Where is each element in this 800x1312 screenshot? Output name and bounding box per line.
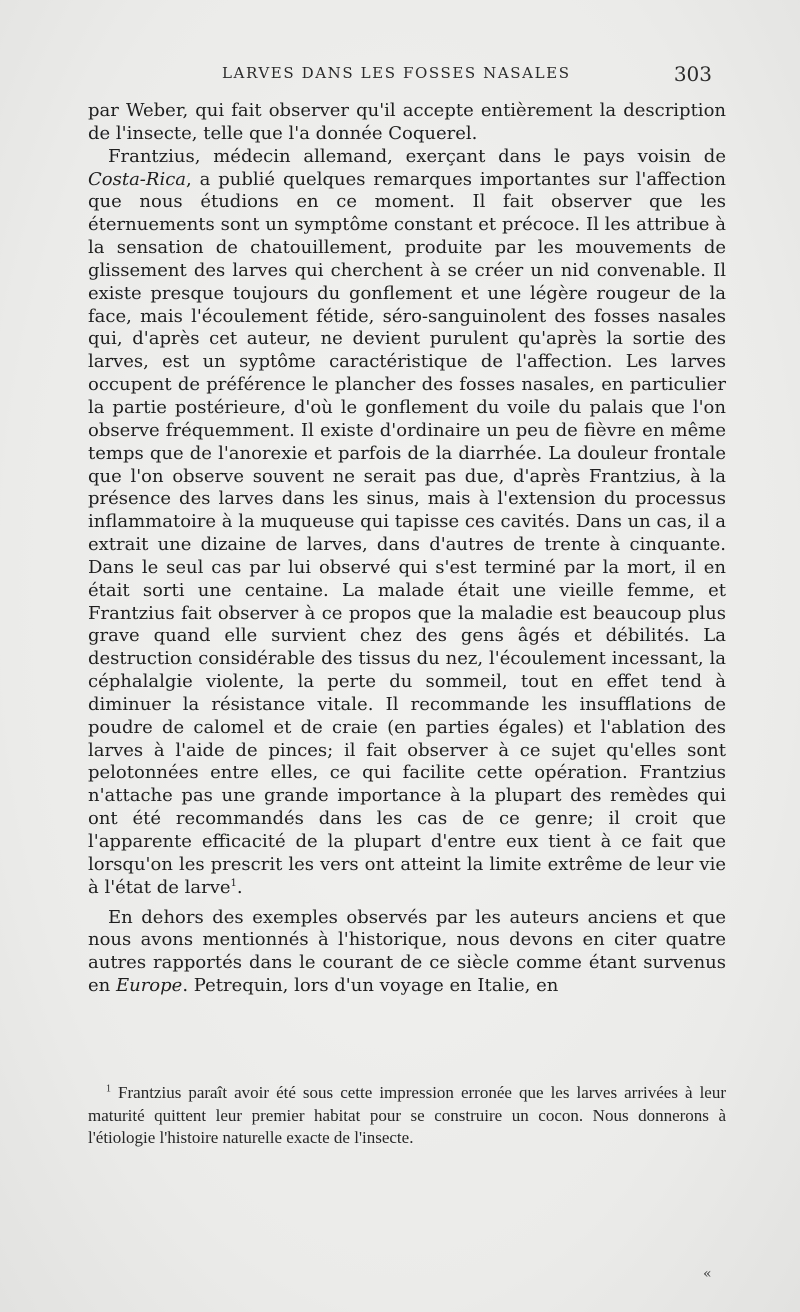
paragraph-text: . [236,876,243,898]
footnote-1 [88,1082,726,1150]
paragraph-text: . Petrequin, lors d'un voyage en Italie, en [182,975,559,997]
paragraph-frantzius [88,146,726,900]
paragraph-text: par Weber, qui fait observer qu'il accepte entièrement la description de l'insecte, telle que l'a donnée Coquerel. [88,100,726,144]
place-name-italic: Europe [115,975,183,997]
paragraph-continuation [88,100,726,146]
stray-print-mark: « [703,1266,712,1282]
paragraph-text: En dehors des exemples observés par les auteurs anciens et que nous avons mentionnés à l'historique, nous devons en citer quatre autres rapportés dans le courant de ce siècle comme étant survenus en [88,906,726,997]
place-name-italic: Costa-Rica [88,168,187,190]
footnote-reference: 1 [230,877,237,889]
page-number: 303 [673,62,712,86]
paragraph-text: Frantzius, médecin allemand, exerçant dans le pays voisin de [108,145,726,167]
running-title: LARVES DANS LES FOSSES NASALES [222,64,571,82]
paragraph-europe [88,907,726,998]
paragraph-text: , a publié quelques remarques importantes sur l'affection que nous étudions en ce moment. Il fait observer que les éternuements sont un symptôme constant et précoce. Il les attribue à la sensation de chatouillement, produite par les mouvements de glissement des larves qui cherchent à se créer un nid convenable. Il existe presque toujours du gonflement et une légère rougeur de la face, mais l'écoulement fétide, séro-sanguinolent des fosses nasales qui, d'après cet auteur, ne devient purulent qu'après la sortie des larves, est un syptôme caractéristique de l'affection. Les larves occupent de préférence le plancher des fosses nasales, en particulier la partie postérieure, d'où le gonflement du voile du palais que l'on observe fréquemment. Il existe d'ordinaire un peu de fièvre en même temps que de l'anorexie et parfois de la diarrhée. La douleur frontale que l'on observe souvent ne serait pas due, d'après Frantzius, à la présence des larves dans les sinus, mais à l'extension du processus inflammatoire à la muqueuse qui tapisse ces cavités. Dans un cas, il a extrait une dizaine de larves, dans d'autres de trente à cinquante. Dans le seul cas par lui observé qui s'est terminé par la mort, il en était sorti une centaine. La malade était une vieille femme, et Frantzius fait observer à ce propos que la maladie est beaucoup plus grave quand elle survient chez des gens âgés et débilités. La destruction considérable des tissus du nez, l'écoulement incessant, la céphalalgie violente, la perte du sommeil, tout en effet tend à diminuer la résistance vitale. Il recommande les insufflations de poudre de calomel et de craie (en parties égales) et l'ablation des larves à l'aide de pinces; il fait observer à ce sujet qu'elles sont pelotonnées entre elles, ce qui facilite cette opération. Frantzius n'attache pas une grande importance à la plupart des remèdes qui ont été recommandés dans les cas de ce genre; il croit que l'apparente efficacité de la plupart d'entre eux tient à ce fait que lorsqu'on les prescrit les vers ont atteint la limite extrême de leur vie à l'état de larve [88,168,726,898]
running-header [88,62,712,90]
body-text [88,100,726,998]
footnote-marker: 1 [106,1083,111,1095]
footnote-text: Frantzius paraît avoir été sous cette impression erronée que les larves arrivées à leur maturité quittent leur premier habitat pour se construire un cocon. Nous donnerons à l'étiologie l'histoire naturelle exacte de l'insecte. [88,1083,726,1147]
footnotes [88,1082,726,1150]
